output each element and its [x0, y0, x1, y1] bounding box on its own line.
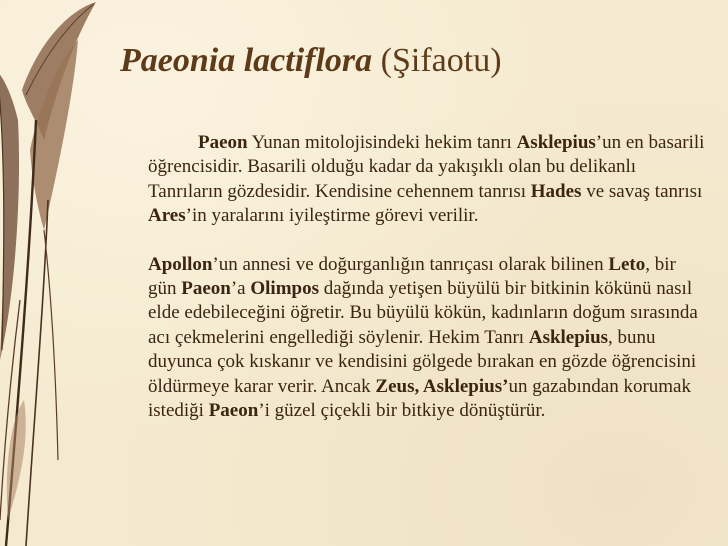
title-latin-name: Paeonia lactiflora [120, 42, 373, 79]
text-run: ’i güzel çiçekli bir bitkiye dönüştürür. [258, 400, 546, 422]
text-run: ’a [230, 278, 251, 300]
text-run: , bir gün [148, 253, 676, 300]
bold-name: Paeon [208, 400, 259, 422]
bold-name: Ares [148, 205, 186, 227]
bold-name: Olimpos [250, 278, 319, 300]
text-run: ’un en basarili öğrencisidir. Basarili olduğu kadar da yakışıklı olan bu delikanlı Tanrıların gözdesidir. Kendisine cehennem tanrısı [148, 132, 705, 202]
text-run: un gazabından korumak istediği [148, 375, 691, 422]
leaf-lower-icon [7, 400, 26, 520]
bold-name: Paeon [181, 278, 231, 300]
paragraph-1-content [148, 132, 704, 226]
dried-leaves-decoration [0, 0, 140, 546]
paragraph-2-content [148, 254, 698, 421]
bold-name: Zeus, Asklepius’ [375, 375, 509, 397]
title-local-name: (Şifaotu) [380, 42, 502, 79]
paragraph-leto [148, 253, 708, 424]
text-run: ve savaş tanrısı [581, 180, 703, 202]
slide-title [120, 42, 502, 80]
text-run: dağında yetişen büyülü bir bitkinin kökünü nasıl elde edebileceğini öğretir. Bu büyülü kökün, kadınların doğum sırasında acı çekmelerini engellediği söylenir. Hekim Tanrı [148, 278, 698, 348]
text-run: Yunan mitolojisindeki hekim tanrı [247, 132, 517, 153]
bold-name: Hades [530, 180, 582, 202]
slide-body [148, 131, 708, 423]
text-run: , bunu duyunca çok kıskanır ve kendisini gölgede bırakan en gözde öğrencisini öldürmeye karar verir. Ancak [148, 326, 697, 397]
text-run: ’in yaralarını iyileştirme görevi verilir. [185, 205, 479, 227]
text-run: ’un annesi ve doğurganlığın tanrıçası olarak bilinen [212, 253, 609, 275]
bold-name: Apollon [148, 253, 213, 275]
bold-name: Asklepius [516, 132, 596, 153]
bold-name: Leto [608, 253, 646, 275]
paragraph-paeon [148, 131, 708, 229]
bold-name: Paeon [198, 132, 248, 153]
bold-name: Asklepius [528, 326, 609, 348]
